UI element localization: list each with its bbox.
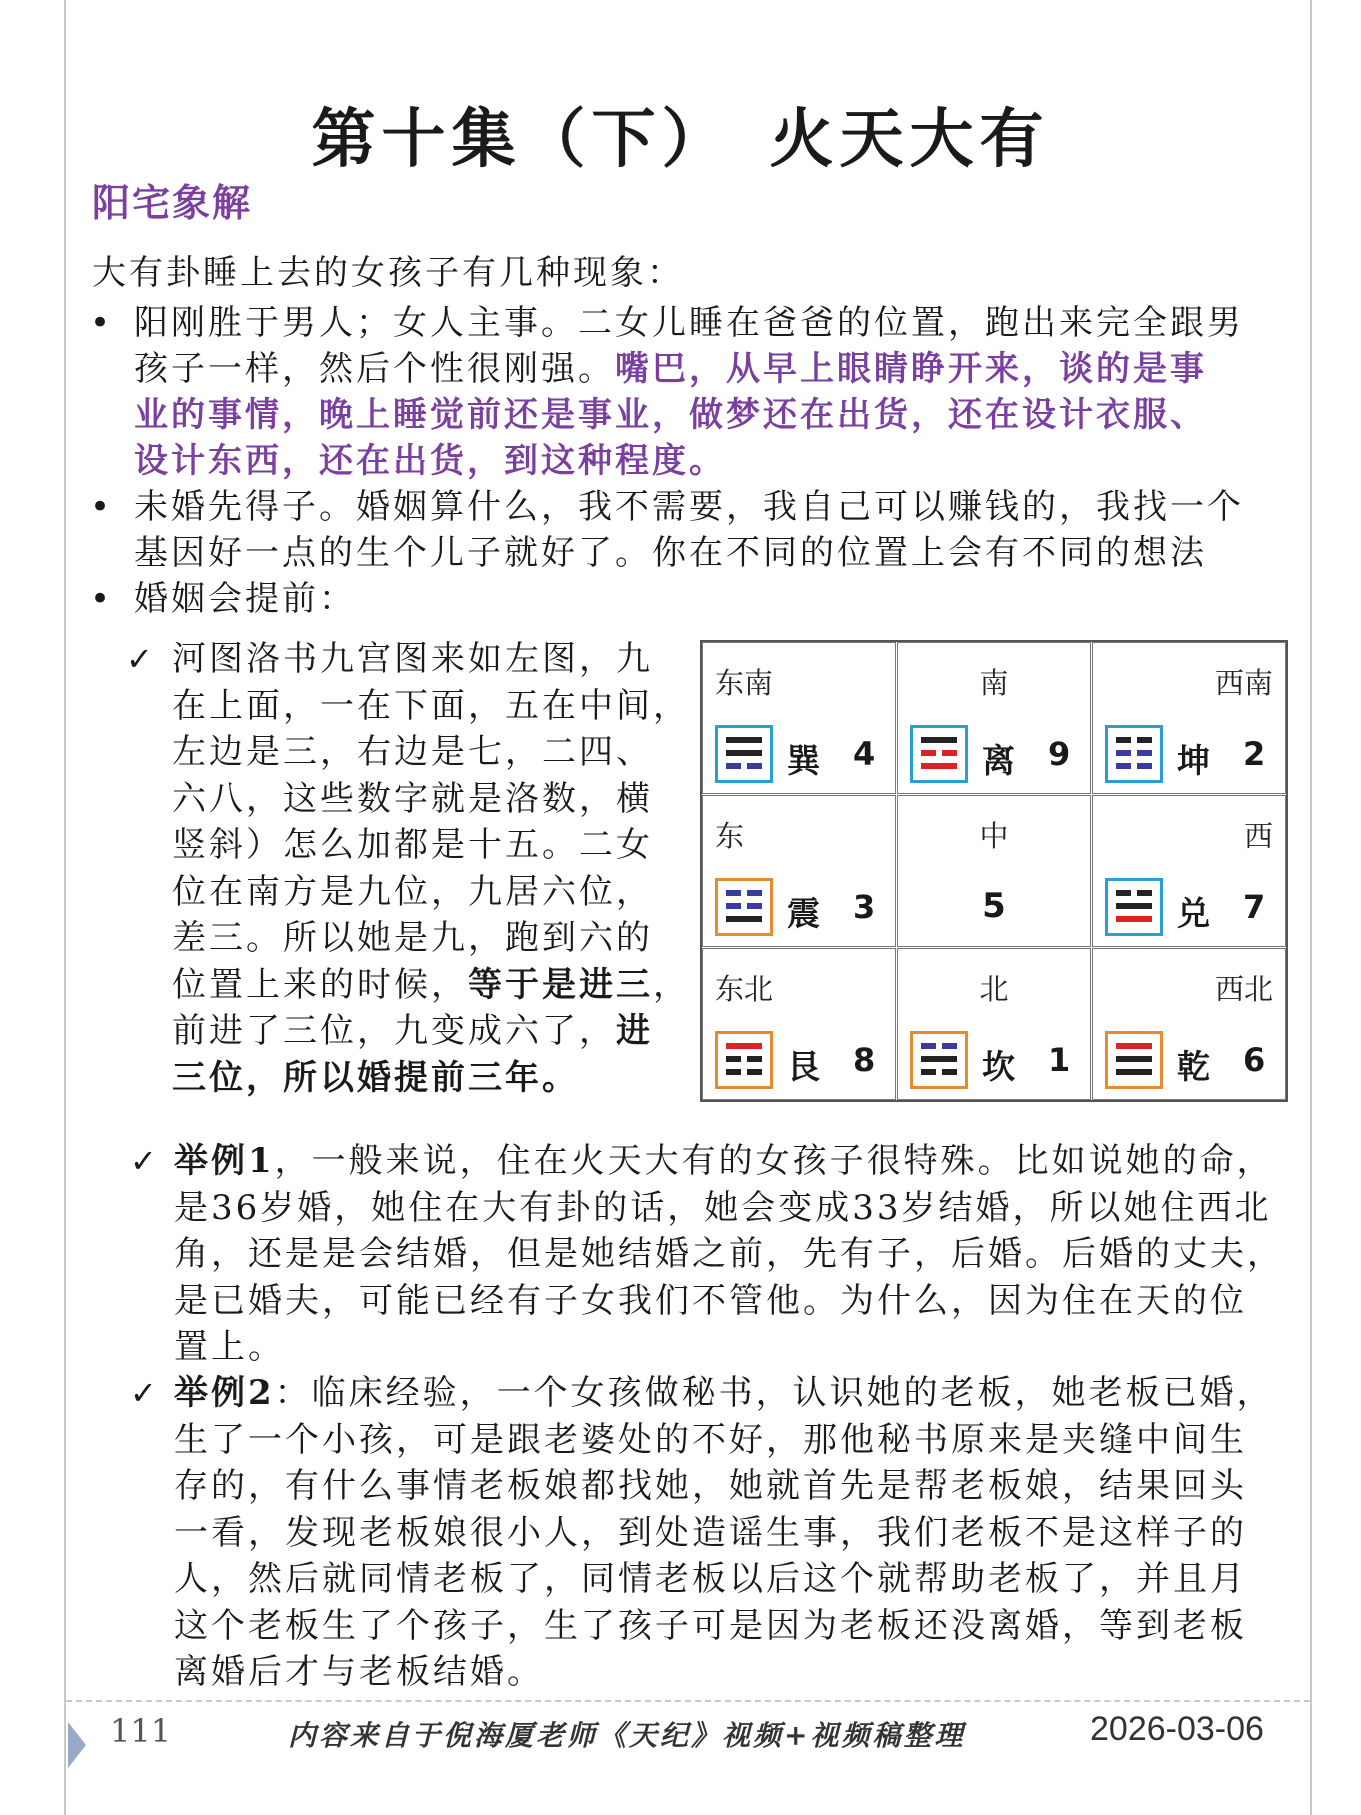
grid-cell-southeast [702,642,896,794]
example-label: 举例2 [174,1373,275,1413]
trigram-xun-icon [715,725,773,783]
section-heading: 阳宅象解 [92,180,253,225]
trigram-qian-icon [1105,1031,1163,1089]
text-line: 是36岁婚，她住在大有卦的话，她会变成33岁结婚，所以她住西北 [174,1187,1272,1228]
text-line: 这个老板生了个孩子，生了孩子可是因为老板还没离婚，等到老板 [174,1605,1247,1646]
grid-cell-east [702,795,896,947]
text-span: 位置上来的时候， [172,964,468,1005]
text-line: 六八，这些数字就是洛数，横 [172,778,653,819]
bullet-dot: • [90,579,114,619]
direction-label: 东北 [715,972,774,1006]
luoshu-number: 2 [1243,735,1266,773]
text-line [172,962,692,1009]
luoshu-number: 7 [1243,888,1266,926]
text-line: 一看，发现老板娘很小人，到处造谣生事，我们老板不是这样子的 [174,1512,1247,1553]
direction-label: 东 [715,819,745,853]
text-line: 存的，有什么事情老板娘都找她，她就首先是帮老板娘，结果回头 [174,1466,1247,1506]
nine-palace-grid [700,640,1288,1102]
bullet-line: 未婚先得子。婚姻算什么，我不需要，我自己可以赚钱的，我找一个 [134,487,1244,527]
footer-credit: 内容来自于倪海厦老师《天纪》视频+视频稿整理 [288,1719,966,1752]
text-line: 左边是三，右边是七，二四、 [172,732,653,772]
footer-date: 2026-03-06 [1090,1710,1264,1748]
grid-cell-northeast [702,948,896,1100]
page-title: 第十集（下） 火天大有 [311,103,1050,177]
trigram-kun-icon [1105,725,1163,783]
direction-label: 西 [1243,819,1273,853]
text-line: 差三。所以她是九，跑到六的 [172,918,653,958]
text-line: 竖斜）怎么加都是十五。二女 [172,825,653,865]
luoshu-number: 3 [853,888,876,926]
intro-text: 大有卦睡上去的女孩子有几种现象： [92,253,684,293]
text-line: 河图洛书九宫图来如左图，九 [172,639,653,679]
text-line [174,1138,1314,1185]
highlight-line: 设计东西，还在出货，到这种程度。 [134,441,726,481]
trigram-name: 震 [787,894,820,933]
text-span: ， [653,964,690,1005]
bullet-line: 婚姻会提前： [134,579,356,619]
text-line [172,1008,692,1055]
bold-line: 三位，所以婚提前三年。 [172,1057,579,1098]
trigram-zhen-icon [715,878,773,936]
text-line: 位在南方是九位，九居六位， [172,871,653,912]
text-span: ：临床经验，一个女孩做秘书，认识她的老板，她老板已婚， [274,1373,1274,1413]
trigram-name: 坤 [1177,741,1210,780]
text-line [174,1370,1314,1417]
grid-cell-southwest [1092,642,1286,794]
bullet-item [90,484,1290,576]
bullet-dot: • [90,303,114,343]
bullet-text: 孩子一样，然后个性很刚强。 [134,349,615,389]
direction-label: 西北 [1214,972,1273,1006]
text-line: 在上面，一在下面，五在中间， [172,685,690,726]
footer-divider [66,1700,1310,1702]
direction-label: 西南 [1214,666,1273,700]
trigram-gen-icon [715,1031,773,1089]
trigram-name: 离 [982,741,1015,780]
trigram-name: 乾 [1177,1047,1210,1086]
text-line: 人，然后就同情老板了，同情老板以后这个就帮助老板了，并且月 [174,1559,1247,1599]
bold-text: 进 [616,1011,653,1051]
trigram-name: 巽 [787,741,820,780]
trigram-dui-icon [1105,878,1163,936]
highlight-line: 业的事情，晚上睡觉前还是事业，做梦还在出货，还在设计衣服、 [134,395,1207,435]
bullet-line: 阳刚胜于男人；女人主事。二女儿睡在爸爸的位置，跑出来完全跟男 [134,303,1244,343]
bullet-item [90,576,1290,622]
direction-label: 东南 [715,666,774,700]
luoshu-number: 8 [853,1041,876,1079]
page-number: 111 [110,1712,172,1750]
luoshu-number: 5 [982,886,1006,926]
text-line: 生了一个小孩，可是跟老婆处的不好，那他秘书原来是夹缝中间生 [174,1419,1247,1460]
text-span: ，一般来说，住在火天大有的女孩子很特殊。比如说她的命， [274,1141,1274,1181]
bold-text: 等于是进三 [468,964,653,1005]
trigram-name: 兑 [1177,894,1210,933]
direction-label: 南 [979,666,1009,700]
check-icon: ✓ [130,1374,157,1412]
text-line: 离婚后才与老板结婚。 [174,1652,544,1692]
check-icon: ✓ [126,640,153,678]
luoshu-number: 1 [1048,1041,1071,1079]
trigram-name: 艮 [787,1047,820,1086]
check-icon: ✓ [130,1142,157,1180]
direction-label: 北 [979,972,1009,1006]
bullet-dot: • [90,487,114,527]
grid-cell-northwest [1092,948,1286,1100]
highlight-text: 嘴巴，从早上眼睛睁开来，谈的是事 [615,349,1207,389]
luoshu-explanation [172,636,692,1101]
play-arrow-icon [68,1722,86,1768]
bullet-item [90,300,1290,484]
direction-label: 中 [979,819,1009,853]
example-1 [174,1138,1314,1371]
example-label: 举例1 [174,1141,275,1181]
text-line: 是已婚夫，可能已经有子女我们不管他。为什么，因为住在天的位 [174,1280,1247,1321]
luoshu-number: 9 [1048,735,1071,773]
bullet-line: 基因好一点的生个儿子就好了。你在不同的位置上会有不同的想法 [134,533,1207,573]
example-2 [174,1370,1314,1696]
grid-cell-south [897,642,1091,794]
trigram-kan-icon [910,1031,968,1089]
trigram-name: 坎 [982,1047,1015,1086]
text-span: 前进了三位，九变成六了， [172,1011,616,1051]
trigram-li-icon [910,725,968,783]
grid-cell-center [897,795,1091,947]
luoshu-number: 6 [1243,1041,1266,1079]
text-line: 角，还是是会结婚，但是她结婚之前，先有子，后婚。后婚的丈夫， [174,1234,1284,1274]
luoshu-number: 4 [853,735,876,773]
bullet-line [134,346,1290,392]
grid-cell-north [897,948,1091,1100]
grid-cell-west [1092,795,1286,947]
text-line: 置上。 [174,1327,285,1367]
